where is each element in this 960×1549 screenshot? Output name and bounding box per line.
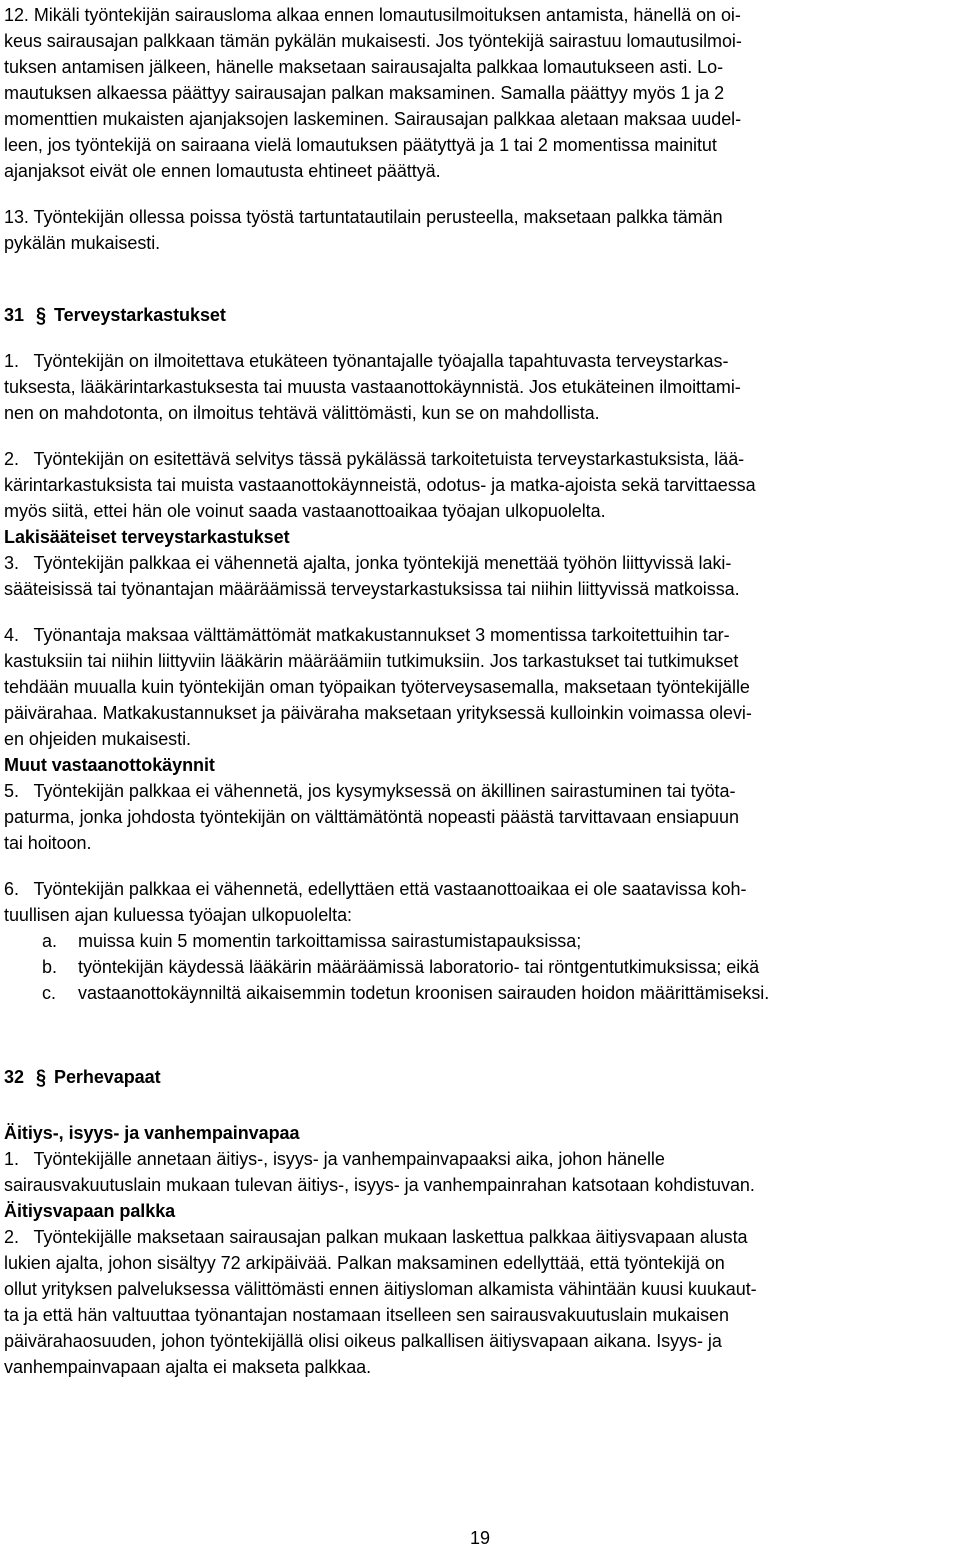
section-title: Terveystarkastukset (54, 305, 226, 325)
text-line: tai hoitoon. (4, 833, 92, 853)
text-line: ta ja että hän valtuuttaa työnantajan nostamaan itselleen sen sairausvakuutuslain mukaisen (4, 1305, 729, 1325)
text-line: 12. Mikäli työntekijän sairausloma alkaa ennen lomautusilmoituksen antamista, hänellä on oi- (4, 5, 741, 25)
text-line: 2. Työntekijälle maksetaan sairausajan palkan mukaan laskettua palkkaa äitiysvapaan alusta (4, 1227, 748, 1247)
text-line: pykälän mukaisesti. (4, 233, 161, 253)
list-item-text: muissa kuin 5 momentin tarkoittamissa sairastumistapauksissa; (78, 931, 582, 951)
list-item (4, 928, 956, 954)
text-line: 3. Työntekijän palkkaa ei vähennetä ajalta, jonka työntekijä menettää työhön liittyvissä laki- (4, 553, 732, 573)
list-item-text: vastaanottokäynniltä aikaisemmin todetun kroonisen sairauden hoidon määrittämiseksi. (78, 983, 770, 1003)
text-line: tehdään muualla kuin työntekijän oman työpaikan työterveysasemalla, maksetaan työntekijälle (4, 677, 750, 697)
text-line: nen on mahdotonta, on ilmoitus tehtävä välittömästi, kun se on mahdollista. (4, 403, 600, 423)
list-item-letter: a. (42, 931, 57, 951)
text-line: 4. Työnantaja maksaa välttämättömät matkakustannukset 3 momentissa tarkoitettuihin tar- (4, 625, 730, 645)
text-line: sairausvakuutuslain mukaan tulevan äitiys-, isyys- ja vanhempainrahan katsotaan kohdistuvan. (4, 1175, 755, 1195)
document-page (4, 2, 956, 1380)
text-line: paturma, jonka johdosta työntekijän on välttämätöntä nopeasti päästä tarvittavaan ensiapuun (4, 807, 739, 827)
section-31-moment-5 (4, 778, 956, 856)
section-31-moment-2 (4, 446, 956, 524)
subheading-statutory-health-checks: Lakisääteiset terveystarkastukset (4, 527, 290, 547)
text-line: en ohjeiden mukaisesti. (4, 729, 191, 749)
text-line: lukien ajalta, johon sisältyy 72 arkipäivää. Palkan maksaminen edellyttää, että työntekijä on (4, 1253, 725, 1273)
paragraph-12 (4, 2, 956, 184)
text-line: 2. Työntekijän on esitettävä selvitys tässä pykälässä tarkoitetuista terveystarkastuksista, lää- (4, 449, 745, 469)
text-line: kastuksiin tai niihin liittyviin lääkärin määräämiin tutkimuksiin. Jos tarkastukset tai tutkimukset (4, 651, 739, 671)
text-line: tuksesta, lääkärintarkastuksesta tai muusta vastaanottokäynnistä. Jos etukäteinen ilmoittami- (4, 377, 741, 397)
text-line: 5. Työntekijän palkkaa ei vähennetä, jos kysymyksessä on äkillinen sairastuminen tai työta- (4, 781, 736, 801)
text-line: päivärahaosuuden, johon työntekijällä olisi oikeus palkallisen äitiysvapaan aikana. Isyys- ja (4, 1331, 722, 1351)
list-item-text: työntekijän käydessä lääkärin määräämissä laboratorio- tai röntgentutkimuksissa; eikä (78, 957, 760, 977)
paragraph-13 (4, 204, 956, 256)
text-line: ollut yrityksen palveluksessa välittömästi ennen äitiysloman alkamista vähintään kuusi kuukaut- (4, 1279, 757, 1299)
list-item-letter: c. (42, 983, 56, 1003)
subheading-parental-leave: Äitiys-, isyys- ja vanhempainvapaa (4, 1123, 300, 1143)
section-32-moment-1 (4, 1146, 956, 1198)
section-31-moment-1 (4, 348, 956, 426)
section-31-heading (4, 302, 956, 328)
text-line: sääteisissä tai työnantajan määräämissä terveystarkastuksissa tai niihin liittyvissä matkoissa. (4, 579, 740, 599)
text-line: kärintarkastuksista tai muista vastaanottokäynneistä, odotus- ja matka-ajoista sekä tarvittaessa (4, 475, 756, 495)
section-32-heading (4, 1064, 956, 1090)
text-line: 1. Työntekijän on ilmoitettava etukäteen työnantajalle työajalla tapahtuvasta terveystarkas- (4, 351, 729, 371)
page-number: 19 (469, 1528, 491, 1548)
section-number: 32 (4, 1067, 24, 1087)
section-number: 31 (4, 305, 24, 325)
subheading-other-appointments: Muut vastaanottokäynnit (4, 755, 215, 775)
text-line: momenttien mukaisten ajanjaksojen laskeminen. Sairausajan palkkaa aletaan maksaa uudel- (4, 109, 742, 129)
appointment-conditions-list (4, 928, 956, 1006)
text-line: leen, jos työntekijä on sairaana vielä lomautuksen päätyttyä ja 1 tai 2 momentissa mainitut (4, 135, 717, 155)
section-31-moment-6 (4, 876, 956, 928)
section-32-moment-2 (4, 1224, 956, 1380)
section-31-moment-4 (4, 622, 956, 752)
text-line: keus sairausajan palkkaan tämän pykälän mukaisesti. Jos työntekijä sairastuu lomautusilmoi- (4, 31, 742, 51)
section-mark-icon: § (36, 1065, 46, 1089)
text-line: päivärahaa. Matkakustannukset ja päiväraha maksetaan yrityksessä kulloinkin voimassa olevi- (4, 703, 752, 723)
text-line: 1. Työntekijälle annetaan äitiys-, isyys- ja vanhempainvapaaksi aika, johon hänelle (4, 1149, 665, 1169)
section-31-moment-3 (4, 550, 956, 602)
section-mark-icon: § (36, 303, 46, 327)
text-line: ajanjaksot eivät ole ennen lomautusta ehtineet päättyä. (4, 161, 441, 181)
text-line: myös siitä, ettei hän ole voinut saada vastaanottoaikaa työajan ulkopuolelta. (4, 501, 606, 521)
text-line: tuksen antamisen jälkeen, hänelle maksetaan sairausajalta palkkaa lomautukseen asti. Lo- (4, 57, 724, 77)
subheading-maternity-pay: Äitiysvapaan palkka (4, 1201, 176, 1221)
list-item-letter: b. (42, 957, 57, 977)
list-item (4, 954, 956, 980)
list-item (4, 980, 956, 1006)
text-line: tuullisen ajan kuluessa työajan ulkopuolelta: (4, 905, 352, 925)
section-title: Perhevapaat (54, 1067, 161, 1087)
text-line: vanhempainvapaan ajalta ei makseta palkkaa. (4, 1357, 372, 1377)
text-line: mautuksen alkaessa päättyy sairausajan palkan maksaminen. Samalla päättyy myös 1 ja 2 (4, 83, 725, 103)
text-line: 13. Työntekijän ollessa poissa työstä tartuntatautilain perusteella, maksetaan palkka tämän (4, 207, 723, 227)
text-line: 6. Työntekijän palkkaa ei vähennetä, edellyttäen että vastaanottoaikaa ei ole saatavissa koh- (4, 879, 747, 899)
